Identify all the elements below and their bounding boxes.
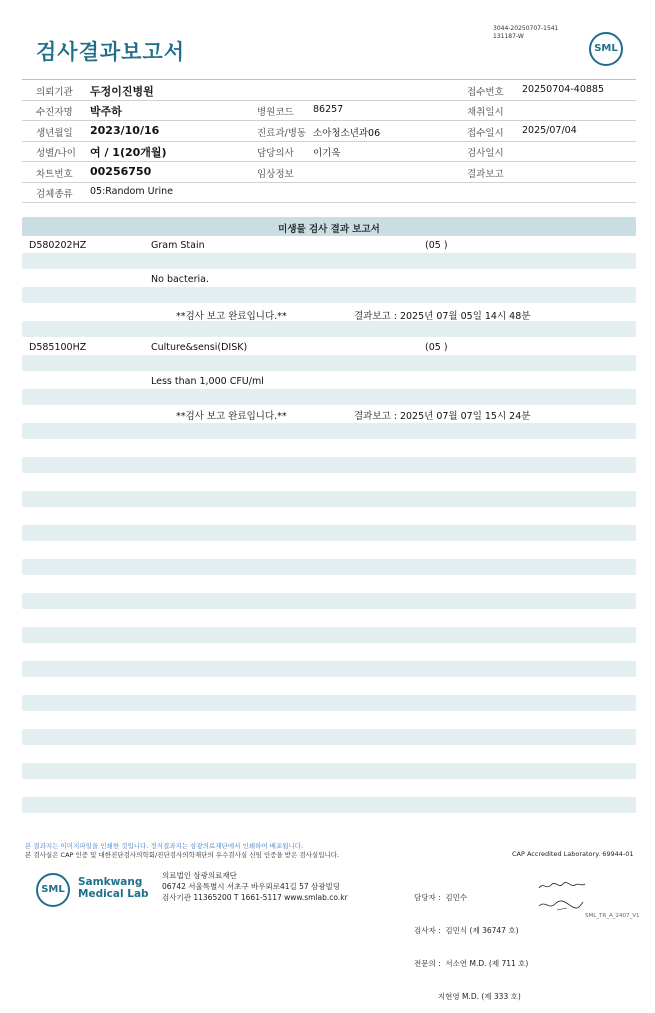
field-label: 접수일시	[467, 128, 504, 139]
field-value: 두정이진병원	[90, 85, 154, 98]
field-value: 00256750	[90, 165, 152, 178]
result-row-stripe	[22, 287, 636, 303]
field-label: 담당의사	[257, 148, 294, 159]
result-row-stripe	[22, 729, 636, 745]
lab-name-line: Medical Lab	[78, 888, 149, 900]
lab-address	[162, 870, 348, 903]
staff-line: 전문의 : 서소연 M.D. (제 711 호)	[414, 959, 529, 968]
field-value: 여 / 1(20개월)	[90, 146, 167, 159]
document-id	[493, 25, 558, 41]
field-label: 성별/나이	[36, 148, 76, 159]
lab-org: 의료법인 삼광의료재단	[162, 871, 237, 880]
field-label: 생년월일	[36, 128, 73, 139]
test-code: D580202HZ	[29, 240, 87, 251]
test-name: Gram Stain	[151, 240, 205, 251]
form-code: SML_TR_A_2407_V1	[585, 913, 640, 919]
lab-name-line: Samkwang	[78, 876, 143, 888]
test-name: Culture&sensi(DISK)	[151, 342, 248, 353]
result-row-stripe	[22, 695, 636, 711]
field-value: 2025/07/04	[522, 125, 577, 136]
test-result: Less than 1,000 CFU/ml	[151, 376, 264, 387]
staff-line: 지현영 M.D. (제 333 호)	[414, 992, 521, 1001]
field-value: 소아청소년과06	[313, 128, 381, 139]
staff-line: 담당자 : 김민수	[414, 893, 468, 902]
result-row-stripe	[22, 525, 636, 541]
signature-2	[537, 896, 585, 914]
result-row-stripe	[22, 457, 636, 473]
field-label: 채취일시	[467, 107, 504, 118]
field-label: 차트번호	[36, 169, 73, 180]
field-value: 86257	[313, 104, 344, 115]
page-title: 검사결과보고서	[36, 40, 186, 64]
result-row-stripe	[22, 797, 636, 813]
field-value: 05:Random Urine	[90, 186, 174, 197]
field-label: 임상정보	[257, 169, 294, 180]
notice-image-copy: 본 결과지는 이미지파일을 인쇄한 것입니다. 정식결과지는 삼광의료재단에서 인쇄하여 배포됩니다.	[25, 842, 304, 850]
field-label: 검체종류	[36, 189, 73, 200]
result-row-stripe	[22, 491, 636, 507]
section-header	[22, 217, 636, 236]
result-row-stripe	[22, 253, 636, 269]
result-row-stripe	[22, 355, 636, 371]
report-datetime: 결과보고 : 2025년 07월 05일 14시 48분	[354, 311, 531, 322]
lab-street: 06742 서울특별시 서초구 바우뫼로41길 57 삼광빌딩	[162, 882, 341, 891]
document-id-line: 131187-W	[493, 33, 524, 40]
report-complete-text: **검사 보고 완료입니다.**	[176, 411, 287, 422]
cap-accreditation: CAP Accredited Laboratory. 69944-01	[512, 850, 634, 858]
field-value: 이기욱	[313, 148, 341, 159]
staff-line: 검사자 : 김민식 (제 36747 호)	[414, 926, 519, 935]
info-row	[22, 141, 636, 162]
notice-accreditation: 본 검사실은 CAP 인증 및 대한진단검사의학회/진단검사의학재단의 우수검사실 신임 인증을 받은 검사실입니다.	[25, 851, 340, 859]
lab-contact: 검사기관 11365200 T 1661-5117 www.smlab.co.kr	[162, 893, 348, 902]
result-row-stripe	[22, 559, 636, 575]
logo-text: SML	[594, 43, 618, 54]
info-row	[22, 162, 636, 183]
staff-list	[414, 870, 528, 1013]
field-value: 2023/10/16	[90, 124, 160, 137]
field-label: 검사일시	[467, 148, 504, 159]
signature-1	[537, 880, 587, 892]
specimen-code: (05 )	[425, 240, 448, 251]
result-row-stripe	[22, 763, 636, 779]
field-label: 결과보고	[467, 169, 504, 180]
info-row	[22, 182, 636, 203]
field-label: 진료과/병동	[257, 128, 307, 139]
footer-logo	[36, 873, 70, 907]
result-row-stripe	[22, 627, 636, 643]
specimen-code: (05 )	[425, 342, 448, 353]
test-code: D585100HZ	[29, 342, 87, 353]
result-row-stripe	[22, 593, 636, 609]
field-label: 병원코드	[257, 107, 294, 118]
field-label: 접수번호	[467, 87, 504, 98]
lab-name	[78, 876, 149, 900]
field-label: 의뢰기관	[36, 87, 73, 98]
info-row	[22, 121, 636, 142]
info-row	[22, 79, 636, 101]
result-row-stripe	[22, 389, 636, 405]
report-datetime: 결과보고 : 2025년 07월 07일 15시 24분	[354, 411, 531, 422]
field-label: 수진자명	[36, 107, 73, 118]
logo-text: SML	[41, 884, 65, 895]
section-title: 미생물 검사 결과 보고서	[278, 224, 380, 235]
document-id-line: 3044-20250707-1541	[493, 25, 559, 32]
result-row-stripe	[22, 661, 636, 677]
result-row-stripe	[22, 423, 636, 439]
result-row-stripe	[22, 321, 636, 337]
report-complete-text: **검사 보고 완료입니다.**	[176, 311, 287, 322]
field-value: 20250704-40885	[522, 84, 605, 95]
sml-logo	[589, 32, 623, 66]
test-result: No bacteria.	[151, 274, 209, 285]
info-row	[22, 100, 636, 121]
field-value: 박주하	[90, 105, 122, 118]
